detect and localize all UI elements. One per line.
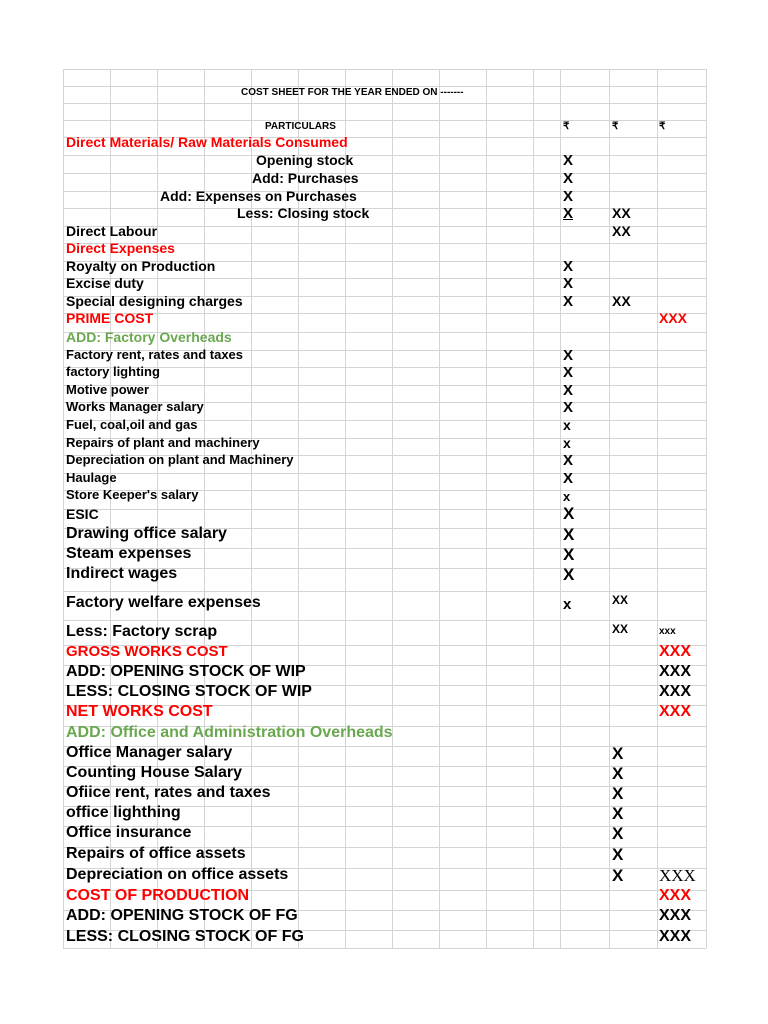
row-label: Drawing office salary: [66, 525, 227, 542]
cost-sheet: [63, 69, 706, 948]
row-label: Ofiice rent, rates and taxes: [66, 784, 271, 801]
col2-currency-header: ₹: [612, 121, 619, 132]
row-label: Store Keeper's salary: [66, 487, 199, 502]
row-label: Less: Factory scrap: [66, 623, 218, 640]
col3-value: XXX: [659, 866, 696, 885]
col1-value: X: [563, 504, 575, 523]
row-label: Office insurance: [66, 824, 192, 841]
col1-value: X: [563, 347, 574, 364]
col1-value: X: [563, 399, 574, 416]
col2-value: X: [612, 866, 624, 885]
col3-value: XXX: [659, 643, 692, 660]
row-label: Add: Expenses on Purchases: [160, 188, 357, 204]
col2-value: X: [612, 764, 624, 783]
row-label: LESS: CLOSING STOCK OF FG: [66, 928, 304, 945]
col1-value: X: [563, 275, 574, 292]
row-label: Counting House Salary: [66, 764, 243, 781]
row-label: Office Manager salary: [66, 744, 233, 761]
col3-value: XXX: [659, 928, 692, 945]
col1-value: x: [563, 435, 571, 451]
title-row: [63, 88, 706, 100]
col1-currency-header: ₹: [563, 121, 570, 132]
sheet-title: COST SHEET FOR THE YEAR ENDED ON -------: [241, 87, 464, 98]
row-label: Opening stock: [256, 152, 354, 168]
row-label: Add: Purchases: [252, 170, 359, 186]
row-label: Factory rent, rates and taxes: [66, 347, 244, 362]
col2-value: X: [612, 744, 624, 763]
row-label: Royalty on Production: [66, 258, 216, 274]
col3-value: XXX: [659, 683, 692, 700]
row-label: ADD: OPENING STOCK OF FG: [66, 907, 298, 924]
row-label: Special designing charges: [66, 293, 243, 309]
col2-value: XX: [612, 593, 629, 607]
col1-value: X: [563, 565, 575, 584]
col1-value: X: [563, 205, 574, 222]
particulars-header: PARTICULARS: [265, 121, 336, 132]
row-label: factory lighting: [66, 364, 160, 379]
col2-value: XX: [612, 293, 631, 309]
col1-value: X: [563, 545, 575, 564]
col1-value: X: [563, 364, 574, 381]
col2-value: XX: [612, 205, 631, 221]
row-label: office lighthing: [66, 804, 181, 821]
col1-value: X: [563, 470, 574, 487]
col3-value: XXX: [659, 703, 692, 720]
row-label: LESS: CLOSING STOCK OF WIP: [66, 683, 312, 700]
col3-value: XXX: [659, 663, 692, 680]
col2-value: X: [612, 784, 624, 803]
row-label: ADD: Office and Administration Overheads: [66, 724, 393, 741]
col1-value: x: [563, 417, 571, 433]
row-label: Haulage: [66, 470, 117, 485]
col1-value: X: [563, 188, 574, 205]
row-label: Steam expenses: [66, 545, 192, 562]
col1-value: X: [563, 152, 574, 169]
col2-value: X: [612, 824, 624, 843]
row-label: Factory welfare expenses: [66, 594, 261, 611]
row-label: Works Manager salary: [66, 399, 204, 414]
row-label: Depreciation on plant and Machinery: [66, 452, 294, 467]
row-label: Repairs of office assets: [66, 845, 246, 862]
col2-value: XX: [612, 223, 631, 239]
row-label: Indirect wages: [66, 565, 178, 582]
col2-value: X: [612, 845, 624, 864]
col1-value: X: [563, 525, 575, 544]
col1-value: X: [563, 452, 574, 469]
row-label: Fuel, coal,oil and gas: [66, 417, 198, 432]
row-label: GROSS WORKS COST: [66, 643, 228, 660]
row-label: Less: Closing stock: [237, 205, 370, 221]
col1-value: X: [563, 382, 574, 399]
col1-value: x: [563, 489, 571, 504]
row-label: PRIME COST: [66, 310, 154, 326]
row-label: Direct Materials/ Raw Materials Consumed: [66, 134, 348, 150]
col1-value: X: [563, 170, 574, 187]
col3-value: xxx: [659, 626, 676, 637]
row-label: Repairs of plant and machinery: [66, 435, 260, 450]
row-label: Direct Expenses: [66, 240, 175, 256]
col1-value: X: [563, 258, 574, 275]
row-label: Depreciation on office assets: [66, 866, 289, 883]
header-row: [63, 122, 706, 134]
col2-value: X: [612, 804, 624, 823]
row-label: Motive power: [66, 382, 150, 397]
col3-currency-header: ₹: [659, 121, 666, 132]
row-label: ESIC: [66, 506, 99, 522]
row-label: Direct Labour: [66, 223, 158, 239]
col2-value: XX: [612, 622, 629, 636]
row-label: ADD: OPENING STOCK OF WIP: [66, 663, 306, 680]
col1-value: x: [563, 596, 572, 613]
col3-value: XXX: [659, 310, 688, 326]
col1-value: X: [563, 293, 574, 310]
col3-value: XXX: [659, 887, 692, 904]
row-label: ADD: Factory Overheads: [66, 329, 232, 345]
row-label: COST OF PRODUCTION: [66, 887, 250, 904]
row-label: Excise duty: [66, 275, 144, 291]
row-label: NET WORKS COST: [66, 703, 213, 720]
col3-value: XXX: [659, 907, 692, 924]
